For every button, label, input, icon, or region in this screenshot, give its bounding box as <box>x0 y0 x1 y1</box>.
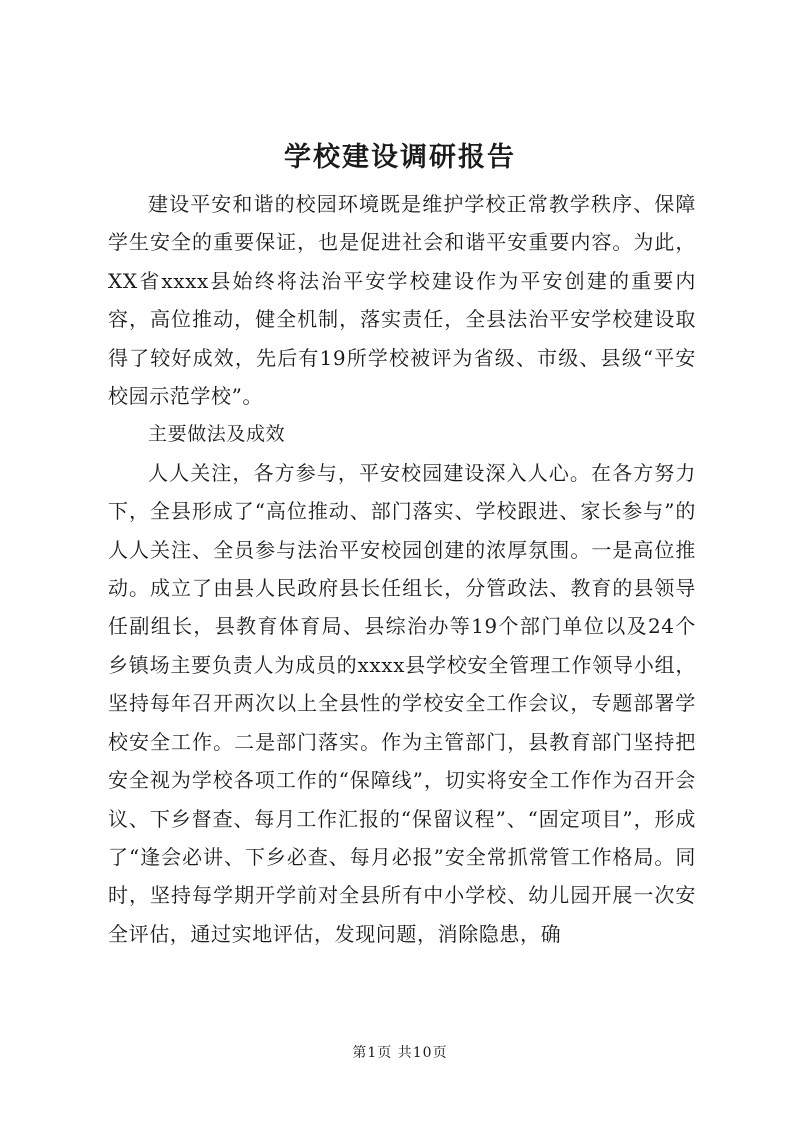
document-title: 学校建设调研报告 <box>284 142 516 173</box>
document-body <box>108 185 696 953</box>
page-footer: 第1页 共10页 <box>352 1045 448 1061</box>
body-paragraph: 人人关注，各方参与，平安校园建设深入人心。在各方努力下，全县形成了“高位推动、部门落实、学校跟进、家长参与”的人人关注、全员参与法治平安校园创建的浓厚氛围。一是高位推动。成立了由县人民政府县长任组长，分管政法、教育的县领导任副组长，县教育体育局、县综治办等19个部门单位以及24个乡镇场主要负责人为成员的xxxx县学校安全管理工作领导小组，坚持每年召开两次以上全县性的学校安全工作会议，专题部署学校安全工作。二是部门落实。作为主管部门，县教育部门坚持把安全视为学校各项工作的“保障线”，切实将安全工作作为召开会议、下乡督查、每月工作汇报的“保留议程”、“固定项目”，形成了“逢会必讲、下乡必查、每月必报”安全常抓常管工作格局。同时，坚持每学期开学前对全县所有中小学校、幼儿园开展一次安全评估，通过实地评估，发现问题，消除隐患，确 <box>108 460 696 946</box>
section-heading: 主要做法及成效 <box>148 423 286 446</box>
intro-paragraph: 建设平安和谐的校园环境既是维护学校正常教学秩序、保障学生安全的重要保证，也是促进社会和谐平安重要内容。为此，XX省xxxx县始终将法治平安学校建设作为平安创建的重要内容，高位推动，健全机制，落实责任，全县法治平安学校建设取得了较好成效，先后有19所学校被评为省级、市级、县级“平安校园示范学校”。 <box>108 192 696 409</box>
